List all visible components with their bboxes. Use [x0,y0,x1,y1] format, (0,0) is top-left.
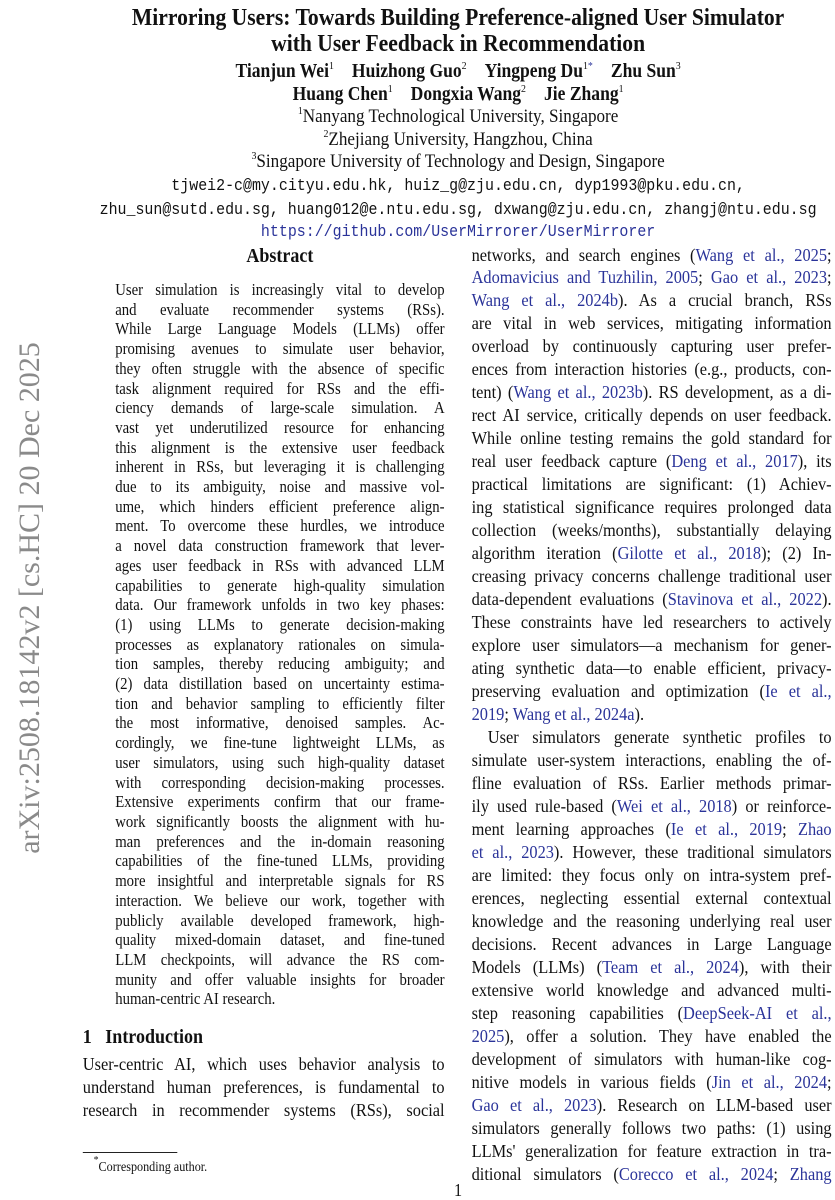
text-line [472,795,832,818]
text-segment: ). RS development, as a di- [642,382,832,403]
text-segment: user simulators, using such high-quality dataset [115,752,445,772]
text-segment: promising avenues to simulate user behavior, [115,339,445,359]
text-line [115,536,444,556]
footnote-rule [83,1152,177,1153]
text-line [115,694,444,714]
text-line [115,280,444,300]
text-line [472,818,832,841]
section-heading-introduction: 1 Introduction [82,1026,203,1048]
text-line [472,565,832,588]
text-line [115,911,444,931]
text-segment: task alignment required for RSs and the effi- [115,378,445,398]
text-line [472,588,832,611]
text-segment: processes as explanatory rationales on simula- [115,634,445,654]
citation-link[interactable]: 2025 [471,1025,505,1046]
text-segment: preserving evaluation and optimization ( [471,681,765,702]
text-line [115,812,444,832]
affiliations [83,106,834,174]
text-line [115,457,444,477]
text-segment: practical limitations are significant: (1) Achiev- [471,474,832,495]
text-line [115,359,444,379]
text-segment: work significantly boosts the alignment with hu- [115,811,445,831]
text-segment: rect AI service, critically depends on user feedback. [471,405,832,426]
citation-link[interactable]: Wang et al., 2025 [695,244,828,265]
text-segment: ment. To overcome these hurdles, we introduce [115,516,445,536]
text-segment: ; [782,819,798,840]
title-line-1: Mirroring Users: Towards Building Preference-aligned User Simulator [131,5,785,31]
citation-link[interactable]: Wang et al., 2023b [513,382,643,403]
text-line [472,749,832,772]
text-line [115,832,444,852]
text-segment: they often struggle with the absence of specific [115,358,445,378]
text-line [472,1117,832,1140]
text-segment: ). [822,589,832,610]
text-segment: ); (2) In- [761,543,832,564]
author-name: Tianjun Wei$^1$ [235,60,334,82]
text-segment: decisions. Recent advances in Large Language [471,934,832,955]
text-line [115,950,444,970]
text-segment: step reasoning capabilities ( [471,1002,684,1023]
citation-link[interactable]: Ie et al., 2019 [670,819,783,840]
citation-link[interactable]: Stavinova et al., 2022 [667,589,823,610]
author-affiliation-mark: 3 [675,60,681,72]
text-line [115,615,444,635]
text-segment: publicly available developed framework, high- [115,910,445,930]
text-line [472,956,832,979]
footnote-mark: * [93,1154,99,1166]
text-segment: and evaluate recommender systems (RSs). [115,299,445,319]
text-segment: (2) data distillation based on uncertainty estima- [115,674,445,694]
text-line [472,496,832,519]
author-affiliation-mark: 2 [521,83,527,95]
text-line [115,576,444,596]
text-segment: creasing privacy concerns challenge traditional user [471,566,832,587]
author-name: Jie Zhang$^1$ [544,83,624,105]
text-line [115,930,444,950]
introduction-body-left [83,1053,445,1122]
text-line [472,335,832,358]
text-segment: ing statistical significance requires prolonged data [471,497,832,518]
text-segment: vast yet underutilized resource for enhancing [115,417,445,437]
text-line [472,312,832,335]
text-segment: a novel data construction framework that lever- [115,536,445,556]
text-segment: inherent in RSs, but leveraging it is challenging [115,457,445,477]
text-line [115,300,444,320]
citation-link[interactable]: Gao et al., 2023 [710,267,828,288]
text-segment: LLM checkpoints, will advance the RS com- [115,949,445,969]
text-segment: While Large Language Models (LLMs) offer [115,319,445,339]
text-segment: munity and offer valuable insights for broader [115,969,445,989]
text-line [472,404,832,427]
text-line [472,933,832,956]
text-segment: ). [634,704,645,725]
text-segment: development of simulators with human-like cog- [471,1048,832,1069]
text-segment: User simulation is increasingly vital to develop [115,280,445,299]
text-segment: are vital in web services, mitigating information [471,313,832,334]
author-row [83,60,834,83]
text-line [115,497,444,517]
text-line [472,1094,832,1117]
author-affiliation-mark: 1 [328,60,334,72]
text-segment: data. Our framework unfolds in two key phases: [115,595,445,615]
text-segment: ). Research on LLM-based user [596,1094,832,1115]
text-segment: data-dependent evaluations ( [471,589,668,610]
text-segment: (1) using LLMs to generate decision-making [115,614,445,634]
text-segment: ment learning approaches ( [471,819,671,840]
text-segment: ily used rule-based ( [471,796,617,817]
text-line [83,1076,445,1099]
citation-link[interactable]: Corecco et al., 2024 [618,1163,774,1184]
author-name: Yingpeng $Du^{1*}$ [484,60,593,82]
text-line [115,753,444,773]
corresponding-author-mark[interactable]: * [587,60,593,72]
arxiv-identifier: arXiv:2508.18142v2 [cs.HC] 20 Dec 2025 [13,342,46,854]
citation-link[interactable]: Wang et al., 2024b [471,290,619,311]
citation-link[interactable]: Gao et al., 2023 [471,1094,597,1115]
text-line [472,473,832,496]
text-line [472,910,832,933]
introduction-body-right [472,244,832,1186]
text-line [472,1025,832,1048]
affiliation-name: Singapore University of Technology and Design, Singapore [256,151,665,172]
affiliation-number: 3 [251,150,257,162]
text-segment: are limited: they focus only on intra-system pref- [471,865,832,886]
text-segment: simulators generally follows two paths: (1) using [471,1117,832,1138]
email-line: zhu_sun@sutd.edu.sg, huang012@e.ntu.edu.sg, dxwang@zju.edu.cn, zhangj@ntu.edu.sg [99,200,817,219]
abstract-heading: Abstract [246,245,314,267]
text-segment: extensive world knowledge and advanced multi- [471,980,832,1000]
text-line [472,864,832,887]
citation-link[interactable]: Deng et al., 2017 [671,451,798,472]
page-number: 1 [454,1180,463,1200]
text-segment: more insightful and interpretable signals for RS [115,871,445,891]
text-segment: this alignment is the extensive user feedback [115,437,445,457]
text-segment: capabilities of the fine-tuned LLMs, providing [115,851,445,871]
text-segment: knowledge and the reasoning underlying real user [471,911,832,932]
text-line [115,654,444,674]
author-affiliation-mark: 1 [387,83,393,95]
author-list [83,60,834,106]
citation-link[interactable]: Zhao [797,819,832,840]
author-name: Zhu Sun$^3$ [610,60,681,82]
text-line [115,635,444,655]
text-segment: research in recommender systems (RSs), social [82,1099,445,1120]
text-segment: overload by continuously capturing user prefer- [471,336,832,357]
citation-link[interactable]: DeepSeek-AI et al., [683,1002,832,1023]
citation-link[interactable]: Jin et al., 2024 [711,1071,828,1092]
citation-link[interactable]: Wang et al., 2024a [512,704,635,725]
footnote [93,1154,208,1175]
text-line [115,319,444,339]
email-line: tjwei2-c@my.cityu.edu.hk, huiz_g@zju.edu.cn, dyp1993@pku.edu.cn, [171,176,745,195]
text-segment: due to its ambiguity, noise and massive vol- [115,477,445,497]
text-segment: ume, which hinders efficient preference align- [115,496,445,516]
text-segment: algorithm iteration ( [471,543,618,564]
text-line [115,792,444,812]
text-segment: tent) ( [471,382,514,403]
text-line [472,1071,832,1094]
text-line [472,381,832,404]
citation-link[interactable]: 2019 [471,704,505,725]
text-segment: collection (weeks/months), substantially delaying [471,520,832,541]
author-name: Huizhong Guo$^2$ [351,60,467,82]
text-segment: nitive models in various fields ( [471,1071,712,1092]
author-emails [83,174,834,222]
text-segment: with corresponding decision-making processes. [115,772,445,792]
title-line-2: with User Feedback in Recommendation [271,31,646,57]
text-segment: ages user feedback in RSs with advanced LLM [115,555,445,575]
text-line [115,477,444,497]
text-line [115,516,444,536]
text-line [472,519,832,542]
text-segment: Models (LLMs) ( [471,957,603,978]
text-segment: ). As a crucial branch, RSs [618,290,832,311]
text-line [115,851,444,871]
text-segment: ) or reinforce- [731,796,832,817]
text-line [115,989,444,1009]
text-line [472,772,832,795]
text-line [472,634,832,657]
text-line [472,657,832,680]
text-line [472,726,832,749]
text-line [115,595,444,615]
text-segment: quality mixed-domain dataset, and fine-tuned [115,930,445,950]
affiliation-number: 1 [297,105,303,117]
text-segment: tion samples, thereby reducing ambiguity; and [115,654,445,674]
citation-link[interactable]: et al., 2023 [471,842,554,863]
text-segment: capabilities to generate high-quality simulation [115,575,445,595]
text-segment: ), with their [738,957,832,978]
text-line [472,887,832,910]
affiliation [83,129,834,152]
text-line [115,773,444,793]
affiliation-name: Nanyang Technological University, Singapore [302,106,619,127]
author-row [83,83,834,106]
text-line [115,970,444,990]
text-segment: ; [698,267,711,288]
text-line [472,703,832,726]
text-segment: the most informative, denoised samples. Ac- [115,713,445,733]
github-link[interactable]: https://github.com/UserMirrorer/UserMirrorer [260,222,656,241]
text-line [472,1048,832,1071]
text-line [472,611,832,634]
text-line [115,379,444,399]
text-segment: erences, neglecting essential external contextual [471,888,832,909]
affiliation-number: 2 [323,127,329,140]
text-segment: ; [827,267,832,288]
text-line [472,979,832,1002]
text-segment: ating synthetic data—to enable efficient, privacy- [471,658,832,679]
text-segment: ences from interaction histories (e.g., products, con- [471,359,832,380]
footnote-text: Corresponding author. [98,1159,208,1174]
text-line [472,289,832,312]
abstract-body [115,280,444,1009]
text-line [472,841,832,864]
citation-link[interactable]: Adomavicius and Tuzhilin, 2005 [471,267,699,288]
affiliation [83,151,834,174]
author-affiliation-mark: 1 [618,83,624,95]
text-segment: fline evaluation of RSs. Earlier methods primar- [471,773,832,794]
text-segment: tion and behavior sampling to efficiently filter [115,693,445,713]
paper-title [83,5,834,57]
text-line [115,891,444,911]
citation-link[interactable]: Zhang [789,1163,832,1184]
text-segment: cordingly, we fine-tune lightweight LLMs, as [115,733,445,753]
text-line [83,1099,445,1122]
text-segment: LLMs' generalization for feature extraction in tra- [471,1140,832,1161]
text-segment: ; [827,1071,832,1092]
text-segment: ; [773,1163,790,1184]
text-segment: ; [504,704,513,725]
affiliation [83,106,834,129]
text-line [472,266,832,289]
citation-link[interactable]: Team et al., 2024 [602,957,739,978]
text-line [83,1053,445,1076]
text-line [115,398,444,418]
text-segment: While online testing remains the gold standard for [471,428,832,449]
text-line [472,1140,832,1163]
text-line [115,733,444,753]
text-segment: ), its [797,451,832,472]
text-segment: User simulators generate synthetic profiles to [487,727,832,748]
text-line [115,438,444,458]
text-line [472,542,832,565]
text-segment: ditional simulators ( [471,1163,619,1184]
author-affiliation-mark: 1* [582,60,593,72]
text-line [472,680,832,703]
text-line [115,713,444,733]
text-line [472,358,832,381]
citation-link[interactable]: Gilotte et al., 2018 [617,543,762,564]
text-segment: ). However, these traditional simulators [553,842,832,863]
text-line [472,1002,832,1025]
text-segment: simulate user-system interactions, enabling the of- [471,750,832,771]
text-segment: real user feedback capture ( [471,451,672,472]
text-segment: These constraints have led researchers to actively [471,612,832,633]
affiliation-name: Zhejiang University, Hangzhou, China [328,128,593,150]
text-segment: ciency demands of large-scale simulation. A [115,398,445,418]
text-line [115,871,444,891]
text-line [115,674,444,694]
text-segment: ), offer a solution. They have enabled the [504,1025,832,1046]
text-segment: human-centric AI research. [115,989,276,1009]
text-segment: User-centric AI, which uses behavior analysis to [82,1053,445,1074]
author-name: Huang Chen$^1$ [292,83,393,105]
citation-link[interactable]: Wei et al., 2018 [616,796,732,817]
text-line [472,427,832,450]
text-line [115,418,444,438]
text-segment: networks, and search engines ( [471,244,696,265]
author-affiliation-mark: 2 [461,60,467,72]
text-segment: man preferences and the in-domain reasoning [115,831,445,851]
text-line [472,450,832,473]
text-segment: ; [827,244,832,265]
text-line [472,244,832,267]
text-segment: Extensive experiments confirm that our frame- [115,792,445,812]
text-line [115,556,444,576]
citation-link[interactable]: Ie et al., [764,681,832,702]
text-segment: explore user simulators—a mechanism for gener- [471,635,832,656]
text-line [115,339,444,359]
author-name: Dongxia Wang$^2$ [410,83,527,105]
text-segment: understand human preferences, is fundamental to [82,1076,445,1097]
text-segment: interaction. We believe our work, together with [115,890,445,910]
